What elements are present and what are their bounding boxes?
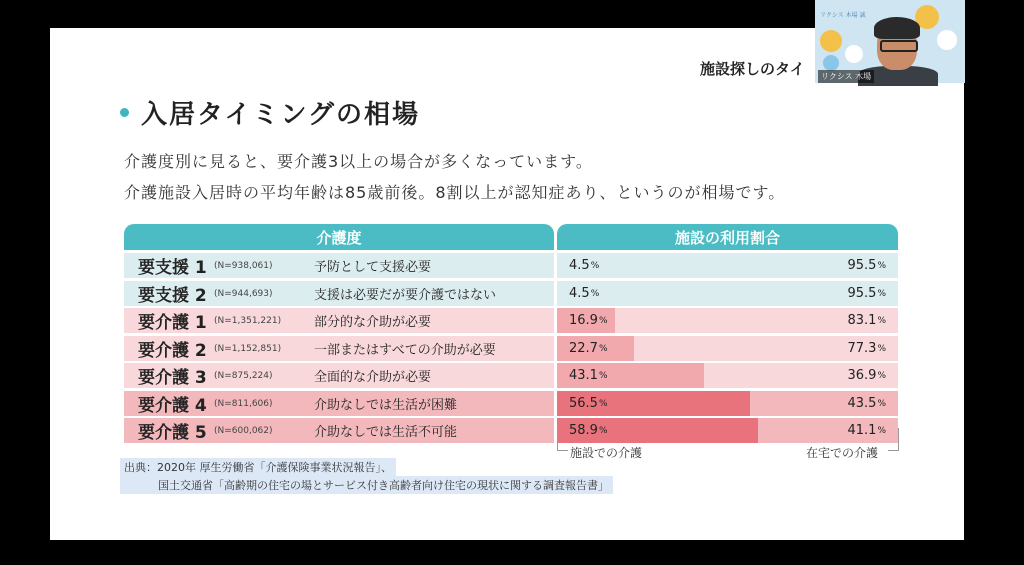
slide-heading	[120, 94, 420, 131]
care-level-label: 要介護 3	[138, 368, 207, 388]
sample-size: (N=600,062)	[214, 425, 273, 436]
facility-percent	[569, 363, 608, 388]
facility-percent-value: 4.5	[569, 286, 590, 301]
corner-title: 施設探しのタイ	[700, 60, 805, 78]
care-level-description: 支援は必要だが要介護ではない	[314, 288, 497, 303]
care-level-label: 要支援 2	[138, 286, 207, 306]
camera-bg-dot	[820, 30, 842, 52]
sample-size: (N=875,224)	[214, 370, 273, 381]
table-row	[124, 418, 554, 443]
sample-size: (N=938,061)	[214, 260, 273, 271]
usage-bar-row	[557, 336, 898, 361]
home-percent	[847, 391, 886, 416]
percent-unit: %	[598, 398, 608, 409]
left-column-header: 介護度	[124, 224, 554, 250]
percent-unit: %	[877, 425, 886, 436]
care-level-label: 要介護 2	[138, 341, 207, 361]
care-level-description: 全面的な介助が必要	[314, 370, 432, 385]
source-line-1: 出典：2020年 厚生労働省「介護保険事業状況報告」、	[120, 458, 396, 476]
facility-percent-value: 4.5	[569, 258, 590, 273]
camera-logo: リクシス 木場 誠	[820, 12, 866, 19]
home-percent-value: 36.9	[847, 368, 877, 383]
care-level-description: 介助なしでは生活が困難	[314, 398, 458, 413]
percent-unit: %	[598, 425, 608, 436]
description-line-2: 介護施設入居時の平均年齢は85歳前後。8割以上が認知症あり、というのが相場です。	[124, 183, 786, 202]
home-percent	[847, 281, 886, 306]
camera-bg-dot	[937, 30, 957, 50]
axis-label-facility: 施設での介護	[570, 446, 643, 460]
facility-percent-value: 43.1	[569, 368, 598, 383]
care-level-label: 要介護 1	[138, 313, 207, 333]
facility-percent-value: 56.5	[569, 396, 598, 411]
axis-bracket-right	[888, 428, 899, 451]
table-row	[124, 336, 554, 361]
table-row	[124, 363, 554, 388]
care-level-label: 要支援 1	[138, 258, 207, 278]
table-row	[124, 391, 554, 416]
home-percent-value: 83.1	[847, 313, 877, 328]
usage-bar-row	[557, 253, 898, 278]
percent-unit: %	[877, 370, 886, 381]
bullet-dot	[120, 108, 129, 117]
home-percent-value: 41.1	[847, 423, 877, 438]
home-percent	[847, 418, 886, 443]
percent-unit: %	[877, 288, 886, 299]
percent-unit: %	[877, 260, 886, 271]
percent-unit: %	[877, 315, 886, 326]
facility-percent-value: 22.7	[569, 341, 598, 356]
table-row	[124, 308, 554, 333]
camera-bg-dot	[823, 55, 839, 71]
care-level-label: 要介護 5	[138, 423, 207, 443]
home-percent	[847, 308, 886, 333]
home-percent-value: 77.3	[847, 341, 877, 356]
percent-unit: %	[877, 398, 886, 409]
facility-percent	[569, 253, 599, 278]
table-row	[124, 253, 554, 278]
person-glasses	[880, 40, 918, 52]
usage-bar-row	[557, 308, 898, 333]
heading-text: 入居タイミングの相場	[141, 100, 420, 130]
usage-bar-row	[557, 391, 898, 416]
care-level-label: 要介護 4	[138, 396, 207, 416]
sample-size: (N=1,152,851)	[214, 343, 282, 354]
facility-percent	[569, 308, 608, 333]
care-level-description: 一部またはすべての介助が必要	[314, 343, 496, 358]
percent-unit: %	[590, 260, 600, 271]
home-percent-value: 95.5	[847, 258, 877, 273]
sample-size: (N=1,351,221)	[214, 315, 282, 326]
table-row	[124, 281, 554, 306]
home-percent	[847, 336, 886, 361]
percent-unit: %	[590, 288, 600, 299]
usage-bar-row	[557, 418, 898, 443]
facility-percent-value: 16.9	[569, 313, 598, 328]
source-line-2: 国土交通省「高齢期の住宅の場とサービス付き高齢者向け住宅の現状に関する調査報告書」	[120, 476, 613, 494]
facility-percent	[569, 391, 608, 416]
home-percent	[847, 253, 886, 278]
usage-bar-row	[557, 281, 898, 306]
sample-size: (N=811,606)	[214, 398, 273, 409]
care-level-description: 介助なしでは生活不可能	[314, 425, 458, 440]
description-line-1: 介護度別に見ると、要介護3以上の場合が多くなっています。	[124, 152, 593, 171]
axis-label-home: 在宅での介護	[806, 446, 879, 460]
axis-bracket-left	[557, 428, 568, 451]
home-percent	[847, 363, 886, 388]
home-percent-value: 43.5	[847, 396, 877, 411]
camera-name-tag: リクシス 木場	[818, 70, 874, 83]
care-level-description: 部分的な介助が必要	[314, 315, 432, 330]
percent-unit: %	[877, 343, 886, 354]
sample-size: (N=944,693)	[214, 288, 273, 299]
usage-bar-row	[557, 363, 898, 388]
percent-unit: %	[598, 315, 608, 326]
percent-unit: %	[598, 370, 608, 381]
facility-percent	[569, 418, 608, 443]
camera-bg-dot	[845, 45, 863, 63]
home-percent-value: 95.5	[847, 286, 877, 301]
care-level-description: 予防として支援必要	[314, 260, 432, 275]
facility-percent-value: 58.9	[569, 423, 598, 438]
percent-unit: %	[598, 343, 608, 354]
facility-percent	[569, 281, 599, 306]
right-column-header: 施設の利用割合	[557, 224, 898, 250]
person-hair	[874, 17, 920, 39]
facility-percent	[569, 336, 608, 361]
